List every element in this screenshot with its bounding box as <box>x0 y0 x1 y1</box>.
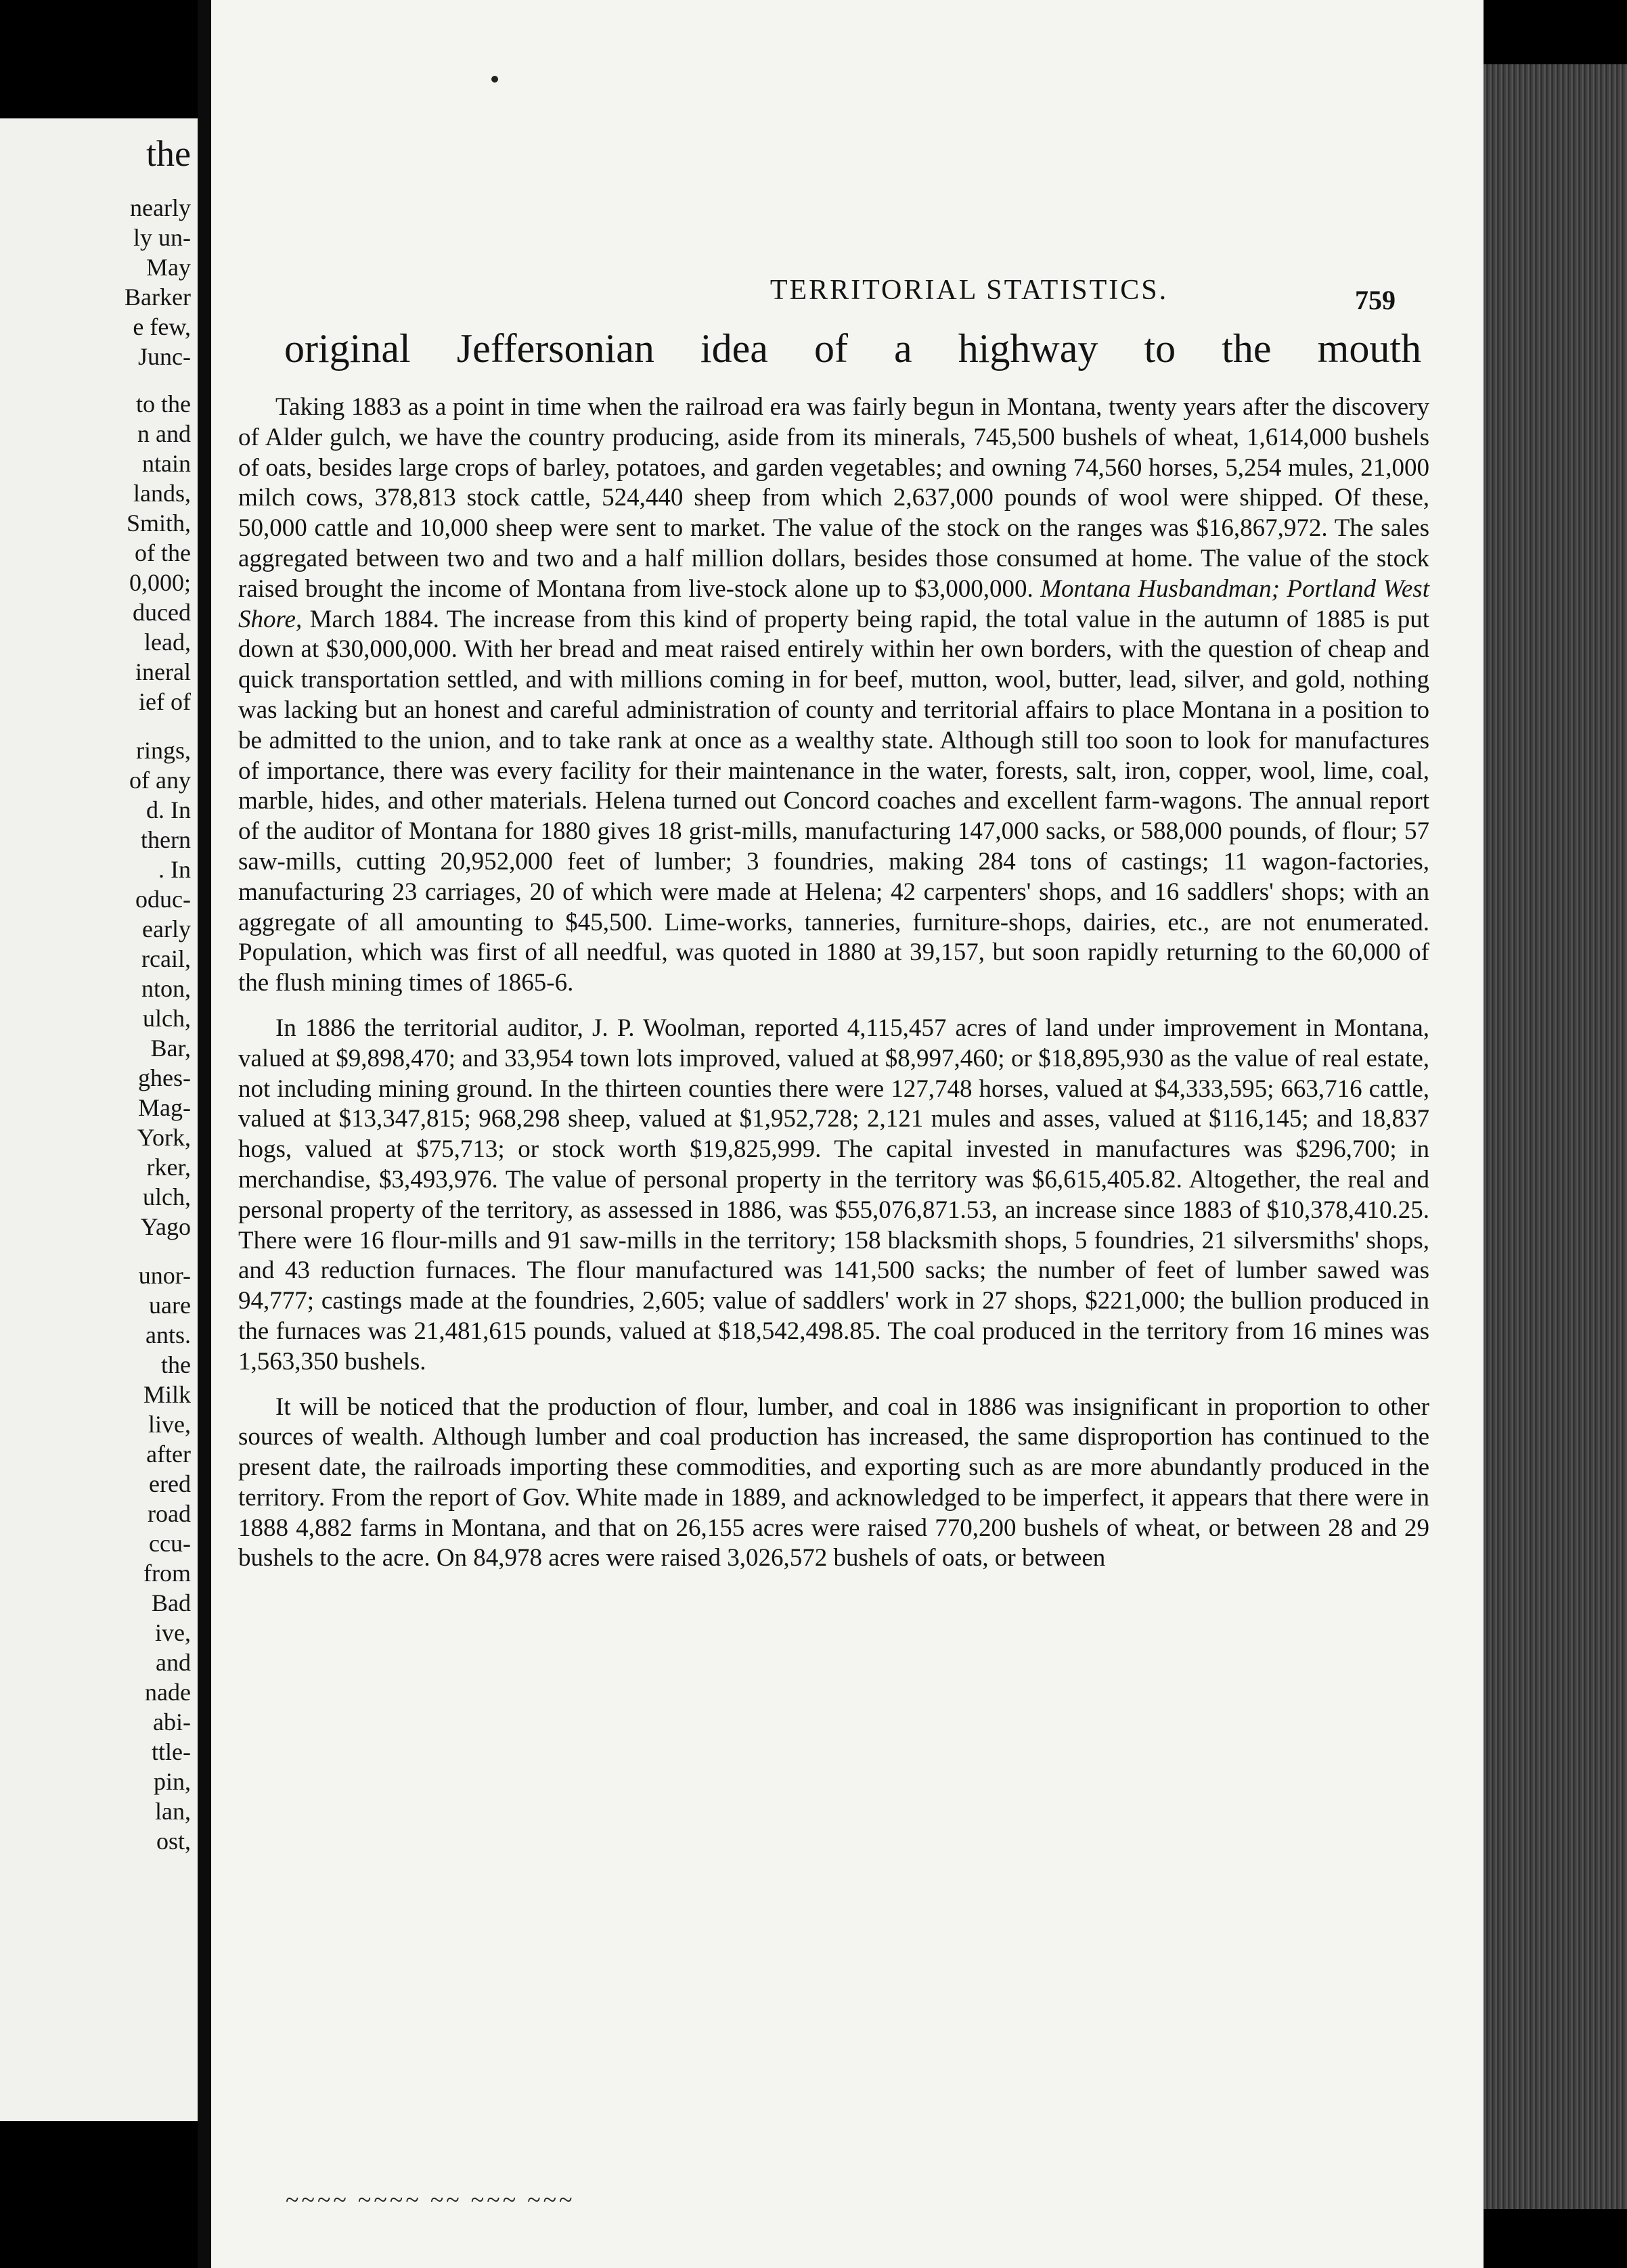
facing-page-text: abi- <box>153 1708 191 1736</box>
facing-page-text: pin, <box>153 1768 191 1795</box>
bottom-ink-mark: ~~~~ ~~~~ ~~ ~~~ ~~~ <box>286 2186 575 2213</box>
facing-page-text: ulch, <box>143 1005 191 1032</box>
facing-page-text: live, <box>148 1411 191 1438</box>
facing-page-text: May <box>146 254 191 281</box>
paragraph <box>238 392 1429 999</box>
facing-page-text: of any <box>129 767 191 794</box>
facing-page-text: after <box>146 1441 191 1468</box>
body-text <box>238 392 1429 1574</box>
facing-page-fragment <box>0 118 198 2121</box>
paragraph <box>238 1014 1429 1378</box>
facing-page-text: York, <box>137 1124 191 1151</box>
facing-page-text: uare <box>149 1292 191 1319</box>
paragraph-text: March 1884. The increase from this kind of property being rapid, the total value in the autumn of 1885 is put down at $30,000,000. With her bread and meat raised entirely within her own borders, with the question of cheap and quick transportation settled, and with millions coming in for beef, mutton, wool, butter, lead, silver, and gold, nothing was lacking but an honest and careful administration of county and territorial affairs to place Montana in a position to be admitted to the union, and to take rank at once as a wealthy state. Although still too soon to look for manufactures of importance, there was every facility for their maintenance in the water, forests, salt, iron, copper, wool, lime, coal, marble, hides, and other materials. Helena turned out Concord coaches and excellent farm-wagons. The annual report of the auditor of Montana for 1880 gives 18 grist-mills, manufacturing 147,000 sacks, or 588,000 pounds, of flour; 57 saw-mills, cutting 20,952,000 feet of lumber; 3 foundries, making 284 tons of castings; 11 wagon-factories, manufacturing 23 carriages, 20 of which were made at Helena; 42 carpenters' shops, and 16 saddlers' shops; with an aggregate of all amounting to $45,500. Lime-works, tanneries, furniture-shops, dairies, etc., are not enumerated. Population, which was first of all needful, was quoted in 1880 at 39,157, but soon rapidly returning to the 60,000 of the flush mining times of 1865-6. <box>238 605 1429 997</box>
facing-page-text: oduc- <box>135 886 191 913</box>
facing-page-text: ntain <box>142 450 191 477</box>
facing-page-text: to the <box>136 390 191 417</box>
facing-page-text: . In <box>158 856 191 883</box>
facing-page-text: ineral <box>135 658 191 685</box>
facing-page-text: unor- <box>138 1262 191 1289</box>
facing-page-text: early <box>142 915 191 943</box>
facing-page-text: ccu- <box>149 1530 191 1557</box>
facing-page-text: ly un- <box>133 224 191 251</box>
facing-page-text: road <box>148 1500 191 1527</box>
facing-page-text: ost, <box>156 1828 191 1855</box>
facing-page-text: nton, <box>141 975 191 1002</box>
facing-page-text: 0,000; <box>129 569 191 596</box>
facing-page-text: rcail, <box>141 945 191 972</box>
facing-page-text: ulch, <box>143 1183 191 1210</box>
book-gutter <box>198 0 211 2268</box>
facing-page-text: Bar, <box>150 1035 191 1062</box>
facing-page-text: of the <box>135 539 191 566</box>
facing-page-text: Bad <box>152 1589 191 1616</box>
facing-page-text: ants. <box>146 1321 191 1348</box>
facing-page-text: Mag- <box>138 1094 191 1121</box>
citation-italic: Montana Husbandman; Portland West Shore, <box>238 574 1429 633</box>
running-head: TERRITORIAL STATISTICS. <box>770 275 1169 306</box>
carried-over-line: original Jeffersonian idea of a highway to the mouth <box>284 326 1421 371</box>
facing-page-text: ief of <box>139 688 191 715</box>
facing-page-text: the <box>161 1351 191 1378</box>
facing-page-text: rker, <box>146 1154 191 1181</box>
facing-page-text: lan, <box>155 1798 191 1825</box>
facing-page-text: ttle- <box>152 1738 191 1765</box>
paragraph-text: In 1886 the territorial auditor, J. P. Woolman, reported 4,115,457 acres of land under improvement in Montana, valued at $9,898,470; and 33,954 town lots improved, valued at $8,997,460; or $18,895,930 as the value of real estate, not including mining ground. In the thirteen counties there were 127,748 horses, valued at $4,333,595; 663,716 cattle, valued at $13,347,815; 968,298 sheep, valued at $1,952,728; 2,121 mules and asses, valued at $116,145; and 18,837 hogs, valued at $75,713; or stock worth $19,825,999. The capital invested in manufactures was $296,700; in merchandise, $3,493,976. The value of personal property in the territory was $6,615,405.82. Altogether, the real and personal property of the territory, as assessed in 1886, was $55,076,871.53, an increase since 1883 of $10,378,410.25. There were 16 flour-mills and 91 saw-mills in the territory; 158 blacksmith shops, 5 foundries, 21 silversmiths' shops, and 43 reduction furnaces. The flour manufactured was 141,500 sacks; the number of feet of lumber sawed was 94,777; castings made at the foundries, 2,605; value of saddlers' work in 27 shops, $221,000; the bullion produced in the furnaces was 21,481,615 pounds, valued at $18,542,498.85. The coal produced in the territory from 16 mines was 1,563,350 bushels. <box>238 1014 1429 1376</box>
paragraph <box>238 1392 1429 1574</box>
facing-page-text: e few, <box>133 313 191 340</box>
facing-page-text: duced <box>133 599 191 626</box>
paragraph-text: Taking 1883 as a point in time when the railroad era was fairly begun in Montana, twenty years after the discovery of Alder gulch, we have the country producing, aside from its minerals, 745,500 bushels of wheat, 1,614,000 bushels of oats, besides large crops of barley, potatoes, and garden vegetables; and owning 74,560 horses, 5,254 mules, 21,000 milch cows, 378,813 stock cattle, 524,440 sheep from which 2,637,000 pounds of wool were shipped. Of these, 50,000 cattle and 10,000 sheep were sent to market. The value of the stock on the ranges was $16,867,972. The sales aggregated between two and two and a half million dollars, besides those consumed at home. The value of the stock raised brought the income of Montana from live-stock alone up to $3,000,000. <box>238 393 1429 603</box>
facing-page-text: lands, <box>133 480 191 507</box>
page-edge-stack <box>1484 64 1627 2209</box>
facing-page-text: Junc- <box>138 343 191 370</box>
facing-page-text: Barker <box>125 284 191 311</box>
ink-speck <box>491 76 498 83</box>
facing-page-text: Smith, <box>126 509 191 537</box>
facing-page-text: ghes- <box>138 1064 191 1091</box>
facing-page-text: from <box>143 1560 191 1587</box>
facing-page-text: and <box>156 1649 191 1676</box>
facing-page-text: Yago <box>140 1213 191 1240</box>
facing-page-text: Milk <box>143 1381 191 1408</box>
facing-page-text: nade <box>145 1679 191 1706</box>
facing-page-text: rings, <box>136 737 191 764</box>
facing-page-text: ered <box>149 1470 191 1497</box>
facing-page-text: lead, <box>144 629 191 656</box>
paragraph-text: It will be noticed that the production of flour, lumber, and coal in 1886 was insignificant in proportion to other sources of wealth. Although lumber and coal production has increased, the same disproportion has continued to the present date, the railroads importing these commodities, and exporting such as are more abundantly produced in the territory. From the report of Gov. White made in 1889, and acknowledged to be imperfect, it appears that there were in 1888 4,882 farms in Montana, and that on 26,155 acres were raised 770,200 bushels of wheat, or between 28 and 29 bushels to the acre. On 84,978 acres were raised 3,026,572 bushels of oats, or between <box>238 1392 1429 1572</box>
page-number: 759 <box>1355 285 1396 315</box>
facing-page-text: d. In <box>146 796 191 823</box>
facing-page-text: ive, <box>155 1619 191 1646</box>
facing-page-text: nearly <box>130 194 191 221</box>
book-page <box>211 0 1484 2268</box>
facing-page-text: n and <box>137 420 191 447</box>
facing-page-text: thern <box>141 826 191 853</box>
facing-page-text: the <box>146 133 191 174</box>
